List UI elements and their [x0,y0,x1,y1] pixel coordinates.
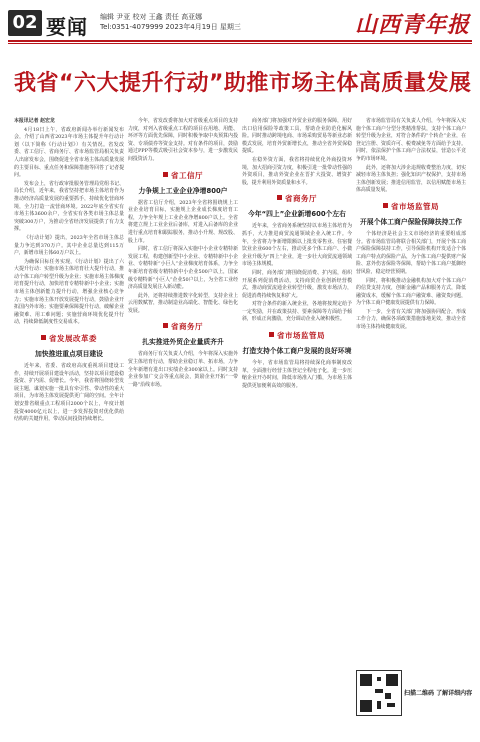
qr-code-icon[interactable] [356,670,402,716]
paragraph: 今年，省市场监管局将持续深化商事制度改革，全面推行经营主体登记全程电子化，进一步压缩企业开办时间，降低市场准入门槛，为市场主体提供更加便利高效的服务。 [242,360,352,389]
paragraph: 省商务厅有关负责人介绍，今年将深入实施外贸主体培育行动，帮助企业稳订单、拓市场，力争全年新增有进出口实绩企业300家以上。同时支持企业参加广交会等重点展会，鼓励企业开拓“一带一路”沿线市场。 [128,351,238,388]
paragraph: 此外，还将持续推进数字化转型，支持企业上云用数赋智，推动制造业高端化、智能化、绿色化发展。 [128,292,238,314]
column-4 [356,118,466,333]
paragraph: 省市场监管局有关负责人介绍，今年将深入实施个体工商户分型分类精准帮扶，支持个体工商户转型升级为企业，对符合条件的“个转企”企业，在登记注册、资质许可、税费减免等方面给予支持。同时，依法保护个体工商户合法权益，营造公平竞争的市场环境。 [356,118,466,162]
paragraph: 个体经济是社会主义市场经济的重要组成部分。省市场监管局将联合相关部门，开展个体工商户保险保障扶持工作，引导保险机构开发适合个体工商户特点的保险产品，为个体工商户提供财产保险、意外伤害保险等保障，帮助个体工商户抵御经营风险，稳定经营预期。 [356,230,466,275]
square-marker-icon [383,203,388,208]
paragraph: 《行动计划》提出，2023年全省市场主体总量力争达到370万户。其中企业总量达到115万户，新增市场主体60万户以上。 [14,234,124,257]
section-head [242,330,352,341]
section-title: 力争规上工业企业净增800户 [138,186,228,195]
paragraph: 在稳外资方面，我省将持续优化外商投资环境，加大招商引资力度，积极引进一批带动性强的外资项目，推动外资企业在晋扩大投资、增资扩股，提升利用外资质量和水平。 [242,156,352,186]
date-line: Tel:0351-4079999 2023年4月19日 星期三 [100,23,241,31]
square-marker-icon [41,335,46,340]
section-head [128,170,238,181]
headline: 我省“六大提升行动”助推市场主体高质量发展 [14,71,472,96]
editor-line: 编辑 尹亚 校对 王鑫 责任 高亚娜 [100,13,203,21]
paragraph: 同时，将积极推动金融机构加大对个体工商户的信贷支持力度，创新金融产品和服务方式，降低融资成本，缓解个体工商户融资难、融资贵问题，为个体工商户健康发展提供有力保障。 [356,277,466,307]
section-title: 今年“四上”企业新增600个左右 [248,210,346,219]
section-head [14,333,124,344]
paragraph: 近年来，省委、省政府高度重视项目建设工作，持续开展项目建设年活动，坚持以项目建设稳投资、扩内需、促增长。今年，我省将围绕转型发展主题，谋划实施一批具有牵引性、带动性的重大项目，为市场主体发展提供更广阔的空间。全年计划安排省级重点工程项目2000个以上，年度计划投资4000亿元以上，进一步发挥投资对优化供给结构的关键作用，带动民间投资持续增长。 [14,363,124,423]
paragraph: 据省工信厅介绍，2023年全省将围绕规上工业企业培育目标，实施规上企业成长梯度培育工程，力争全年规上工业企业净增800户以上。全省将建立规上工业企业后备库，对进入后备库的企业进行重点培育和跟踪服务，推动小升规、规改股、股上市。 [128,199,238,244]
square-marker-icon [163,323,168,328]
paragraph: 下一步，全省有关部门将加强协同配合，形成工作合力，确保各项政策措施落地见效，推动全省市场主体持续健康发展。 [356,308,466,331]
column-1 [14,118,124,425]
masthead [8,6,472,40]
paragraph: 为确保目标任务实现，《行动计划》提出了六大提升行动：实施市场主体培育壮大提升行动，推动个体工商户转型升级为企业；实施市场主体梯度培育提升行动，加快培育专精特新中小企业；实施市场主体创新能力提升行动，增强企业核心竞争力；实施市场主体开放发展提升行动，鼓励企业开拓国内外市场；实施要素保障提升行动，破解企业融资难、用工难问题；实施营商环境优化提升行动，持续降低制度性交易成本。 [14,258,124,326]
masthead-rule-thin [8,43,472,44]
column-2 [128,118,238,390]
section-head-label: 省发展改革委 [49,334,97,344]
section-head-label: 省市场监管局 [277,331,325,341]
paragraph: 同时，省工信厅将深入实施中小企业专精特新发展工程，构建创新型中小企业、专精特新中小企业、专精特新“小巨人”企业梯度培育体系，力争全年新培育省级专精特新中小企业500户以上，国家级专精特新“小巨人”企业50户以上，为全省工业经济高质量发展注入新动能。 [128,246,238,291]
section-name: 要闻 [46,15,88,39]
page-number: 02 [8,10,42,36]
square-marker-icon [269,332,274,337]
paragraph: 同时，商务部门将围绕促消费、扩内需，组织开展系列促消费活动，支持商贸企业创新经营模式，推动商贸流通企业转型升级，激发市场活力，促进消费持续恢复和扩大。 [242,269,352,299]
paragraph: 4月18日上午，省政府新闻办举行新闻发布会，介绍了山西省2023年市场主体提升年行动计划（以下简称《行动计划》）有关情况。省发改委、省工信厅、省商务厅、省市场监管局相关负责人出席发布会，围绕促进全省市场主体高质量发展的主要目标、重点任务和保障措施等回答了记者提问。 [14,126,124,179]
square-marker-icon [163,172,168,177]
section-head [128,321,238,332]
paragraph: 发布会上，省行政审批服务管理局党组书记、局长介绍，近年来，我省坚持把市场主体培育作为推动经济高质量发展的重要抓手，持续优化营商环境，全力打造一流营商环境。2022年底全省实有市场主体3600余户，全省实有各类市场主体总量突破300万户，为推动全省经济发展提供了有力支撑。 [14,180,124,233]
square-marker-icon [277,195,282,200]
section-title: 加快推进重点项目建设 [35,350,103,359]
column-3 [242,118,352,391]
masthead-rule [8,40,472,42]
section-title: 开展个体工商户保险保障扶持工作 [360,217,462,226]
section-title: 扎实推进外贸企业量质齐升 [142,338,224,347]
section-head [356,201,466,212]
paragraph: 近年来，全省商务系统坚持以市场主体培育为抓手，大力推进商贸流通领域企业入统工作。今年，全省将力争新增限额以上批发零售业、住宿餐饮业企业600个左右，推动更多个体工商户、小微企业升级为“四上”企业，进一步壮大商贸流通领域市场主体规模。 [242,223,352,268]
qr-caption: 扫描二维码 了解详细内容 [404,690,473,697]
masthead-meta [100,12,241,32]
section-head-label: 省商务厅 [171,322,203,332]
section-title: 打造支持个体工商户发展的良好环境 [242,347,352,356]
paragraph: 对符合条件的新入统企业，各地将按规定给予一定奖励，并在政策扶持、要素保障等方面给予倾斜，形成正向激励，充分调动企业入统积极性。 [242,301,352,323]
section-head-label: 省商务厅 [285,194,317,204]
section-head-label: 省工信厅 [171,170,203,180]
paragraph: 今年，省发改委将加大对省级重点项目的支持力度，对列入省级重点工程的项目在用地、用能、环评等方面优先保障，同时积极争取中央预算内投资、专项债券等资金支持。对有条件的项目，鼓励通过PPP等模式吸引社会资本参与，进一步激发民间投资活力。 [128,118,238,162]
paper-name: 山西青年报 [354,12,470,38]
section-head [242,193,352,204]
section-head-label: 省市场监管局 [391,201,439,211]
paragraph: 商务部门将加强对外贸企业的服务保障，用好出口信用保险等政策工具，帮助企业防范化解风险。同时推动跨境电商、市场采购贸易等新业态新模式发展，培育外贸新增长点，推动全省外贸保稳提质。 [242,118,352,155]
paragraph: 此外，还将加大涉企违规收费整治力度，切实减轻市场主体负担；强化知识产权保护，支持市场主体创新发展；推进信用监管，以信用赋能市场主体高质量发展。 [356,164,466,194]
byline: 本报讯记者 赵宏龙 [14,118,55,124]
